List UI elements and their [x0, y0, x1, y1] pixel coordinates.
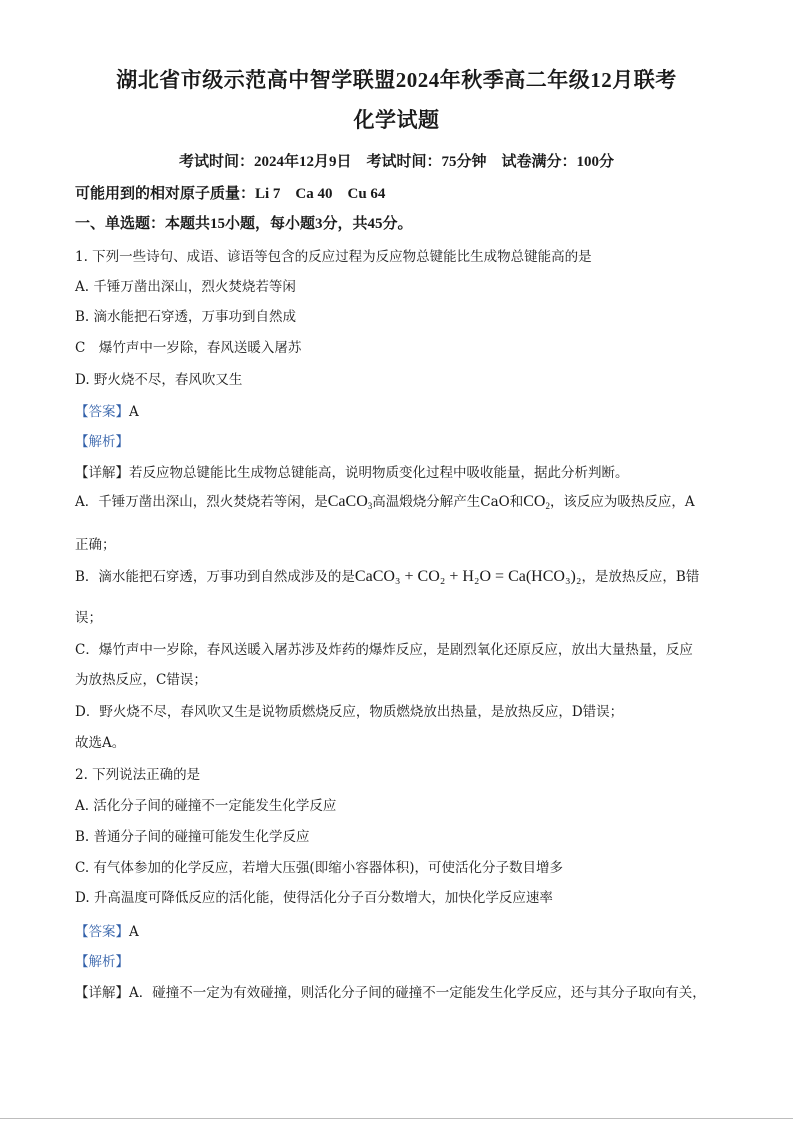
q2-detail [75, 981, 706, 1001]
formula-sub: 3 [367, 501, 373, 511]
subject-title: 化学试题 [353, 108, 440, 132]
exam-info: 考试时间：2024年12月9日 考试时间：75分钟 试卷满分：100分 [178, 154, 614, 170]
q2-analysis [75, 950, 129, 970]
q1-detail [75, 461, 629, 481]
detail-text: A．碰撞不一定为有效碰撞，则活化分子间的碰撞不一定能发生化学反应，还与其分子取向有关， [129, 985, 706, 1001]
q1-conclusion: 故选A。 [75, 735, 126, 751]
formula-sub: 2 [545, 501, 550, 511]
text: ，该反应为吸热反应，A [549, 494, 695, 510]
q1-stem: 1. 下列一些诗句、成语、谚语等包含的反应过程为反应物总键能比生成物总键能高的是 [75, 249, 592, 265]
q1-option-a: A. 千锤万凿出深山，烈火焚烧若等闲 [75, 279, 296, 295]
q2-option-a: A. 活化分子间的碰撞不一定能发生化学反应 [75, 798, 337, 814]
answer-value: A [129, 404, 139, 420]
section-heading: 一、单选题：本题共15小题，每小题3分，共45分。 [75, 216, 413, 232]
formula-text: CaCO [327, 493, 368, 510]
formula-caco3 [328, 493, 373, 510]
q1-detail-d: D．野火烧不尽，春风吹又生是说物质燃烧反应，物质燃烧放出热量，是放热反应，D错误； [75, 704, 624, 720]
analysis-tag: 【解析】 [75, 954, 129, 970]
page-bottom-divider [0, 1118, 793, 1119]
q1-option-b: B. 滴水能把石穿透，万事功到自然成 [75, 309, 297, 325]
q1-detail-b-cont: 误； [75, 610, 102, 626]
text: A．千锤万凿出深山，烈火焚烧若等闲，是 [75, 494, 328, 510]
q1-detail-a-cont: 正确； [75, 537, 116, 553]
formula-text: CO [523, 493, 546, 510]
q1-answer [75, 400, 139, 420]
text: 高温煅烧分解产生CaO和 [372, 494, 524, 510]
detail-tag: 【详解】 [75, 465, 129, 481]
q2-stem: 2. 下列说法正确的是 [75, 767, 201, 783]
q2-option-b: B. 普通分子间的碰撞可能发生化学反应 [75, 829, 310, 845]
detail-intro: 若反应物总键能比生成物总键能高，说明物质变化过程中吸收能量，据此分析判断。 [129, 465, 629, 481]
answer-tag: 【答案】 [75, 404, 129, 420]
q1-detail-b [75, 565, 699, 586]
q1-detail-c-2: 为放热反应，C错误； [75, 672, 207, 688]
formula-equation: CaCO₃ + CO₂ + H₂O = Ca(HCO₃)₂ [354, 568, 582, 585]
formula-co2 [523, 493, 550, 510]
q2-option-d: D. 升高温度可降低反应的活化能，使得活化分子百分数增大，加快化学反应速率 [75, 890, 553, 906]
q1-detail-c-1: C．爆竹声中一岁除，春风送暖入屠苏涉及炸药的爆炸反应，是剧烈氧化还原反应，放出大量热量，反应 [75, 642, 693, 658]
q1-detail-a [75, 490, 695, 511]
text: B．滴水能把石穿透，万事功到自然成涉及的是 [75, 569, 355, 585]
q1-option-c: C 爆竹声中一岁除，春风送暖入屠苏 [75, 340, 302, 356]
atomic-masses: 可能用到的相对原子质量：Li 7 Ca 40 Cu 64 [75, 186, 386, 202]
answer-value: A [129, 924, 139, 940]
q2-answer [75, 920, 139, 940]
q2-option-c: C. 有气体参加的化学反应，若增大压强(即缩小容器体积)，可使活化分子数目增多 [75, 860, 563, 876]
answer-tag: 【答案】 [75, 924, 129, 940]
q1-option-d: D. 野火烧不尽，春风吹又生 [75, 372, 243, 388]
analysis-tag: 【解析】 [75, 434, 129, 450]
q1-analysis [75, 430, 129, 450]
detail-tag: 【详解】 [75, 985, 129, 1001]
exam-title: 湖北省市级示范高中智学联盟2024年秋季高二年级12月联考 [116, 68, 677, 92]
text: ，是放热反应，B错 [581, 569, 700, 585]
